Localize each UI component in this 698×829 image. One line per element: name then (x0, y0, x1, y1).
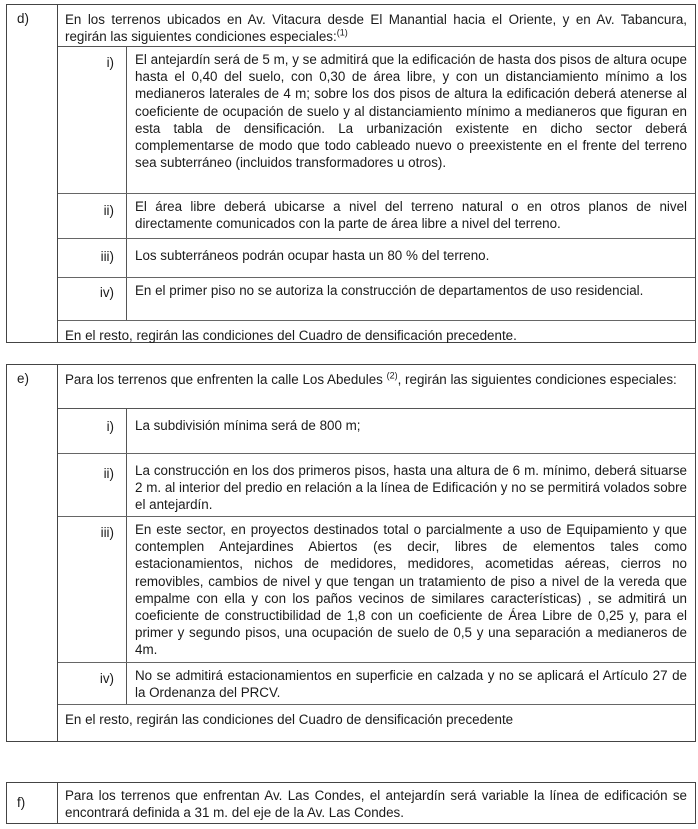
section-letter-cell (7, 5, 58, 342)
section-content (57, 5, 695, 350)
subitem-text: No se admitirá estacionamientos en superficie en calzada y no se aplicará el Artículo 27 de la Ordenanza del PRCV. (135, 668, 687, 701)
section-rest: En el resto, regirán las condiciones del Cuadro de densificación precedente (65, 712, 514, 727)
section-e-table (6, 364, 696, 742)
subitem-number: iii) (57, 239, 127, 277)
section-letter-cell (7, 783, 58, 823)
subitem-row (57, 239, 695, 278)
section-d-table (6, 4, 696, 343)
subitem-number: ii) (57, 194, 127, 238)
subitem-row (57, 47, 695, 194)
subitem-row (57, 663, 695, 705)
section-f-table (6, 782, 696, 824)
subitem-number: ii) (57, 454, 127, 516)
subitem-number: i) (57, 409, 127, 453)
section-letter: e) (17, 371, 29, 386)
subitem-row (57, 278, 695, 321)
subitem-row (57, 194, 695, 239)
section-rest: En el resto, regirán las condiciones del Cuadro de densificación precedente. (65, 328, 517, 343)
subitem-text: En este sector, en proyectos destinados total o parcialmente a uso de Equipamiento y que contemplen Antejardines Abiertos (es decir, libres de elementos tales como estacionamientos, nichos de medidores, medidores, acometidas aéreas, cierros no removibles, cambios de nivel y que tengan un tratamiento de piso a nivel de la vereda que empalme con ella y con los paños vecinos de similares características) , se admitirá un coeficiente de constructibilidad de 1,8 con un coeficiente de Área Libre de 0,25 y, para el primer y segundo pisos, una ocupación de suelo de 0,5 y una separación a medianeros de 4m. (135, 522, 687, 658)
subitem-number: iii) (57, 517, 127, 662)
section-letter: d) (17, 11, 29, 26)
section-content (57, 365, 695, 734)
section-letter: f) (17, 795, 26, 810)
subitem-row (57, 454, 695, 517)
subitem-text: La subdivisión mínima será de 800 m; (135, 418, 361, 433)
intro-text: Para los terrenos que enfrenten la calle Los Abedules (65, 372, 383, 387)
footnote-marker: (2) (386, 370, 398, 381)
subitem-text: En el primer piso no se autoriza la construcción de departamentos de uso residencial. (135, 283, 644, 298)
subitem-text: El área libre deberá ubicarse a nivel del terreno natural o en otros planos de nivel directamente comunicados con la parte de área libre a nivel del terreno. (135, 199, 687, 232)
section-content (57, 783, 695, 825)
section-intro: Para los terrenos que enfrentan Av. Las Condes, el antejardín será variable la línea de edificación se encontrará definida a 31 m. del eje de la Av. Las Condes. (65, 788, 687, 820)
subitem-number: iv) (57, 663, 127, 704)
intro-text: En los terrenos ubicados en Av. Vitacura desde El Manantial hacia el Oriente, y en Av. Tabancura, regirán las siguientes condiciones especiales: (65, 12, 687, 44)
subitem-row (57, 517, 695, 663)
subitem-text: El antejardín será de 5 m, y se admitirá que la edificación de hasta dos pisos de altura ocupe hasta el 0,40 del suelo, con 0,30 de área libre, y con un distanciamiento mínimo a los medianeros laterales de 4 m; sobre los dos pisos de altura la edificación deberá atenerse al coeficiente de ocupación de suelo y al distanciamiento mínimo a medianeros que figuran en esta tabla de densificación. La urbanización existente en dicho sector deberá complementarse de modo que todo cableado nuevo o preexistente en el frente del terreno sea subterráneo (incluidos transformadores u otros). (135, 52, 687, 171)
intro-text-after: , regirán las siguientes condiciones especiales: (397, 372, 677, 387)
footnote-marker: (1) (336, 27, 348, 38)
subitem-text: La construcción en los dos primeros pisos, hasta una altura de 6 m. mínimo, deberá situarse 2 m. al interior del predio en relación a la línea de Edificación y no se permitirá volados sobre el antejardín. (135, 463, 687, 513)
section-intro (57, 5, 695, 47)
section-intro (57, 365, 695, 409)
subitem-number: i) (57, 47, 127, 193)
subitem-number: iv) (57, 278, 127, 320)
subitem-text: Los subterráneos podrán ocupar hasta un 80 % del terreno. (135, 248, 490, 263)
section-letter-cell (7, 365, 58, 741)
subitem-row (57, 409, 695, 454)
